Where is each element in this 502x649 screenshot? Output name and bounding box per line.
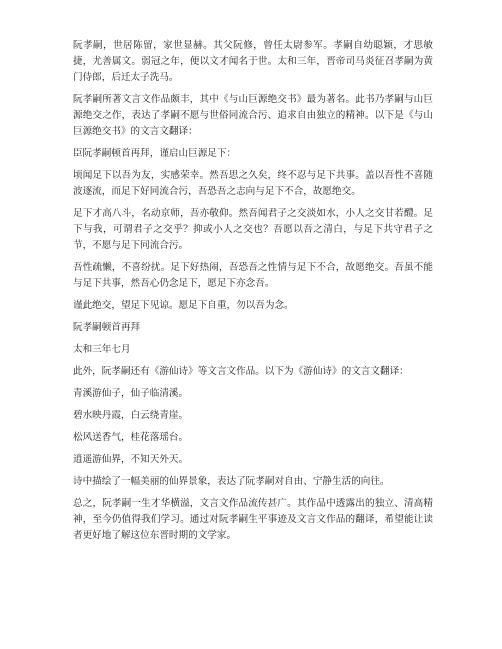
letter-closing: 谨此绝交，望足下见谅。愿足下自重，勿以吾为念。 — [73, 300, 294, 311]
poem-line: 松风送香气，桂花落瑶台。 — [73, 432, 189, 443]
letter-salutation: 臣阮孝嗣顿首再拜，谨启山巨源足下： — [73, 148, 237, 159]
paragraph-conclusion: 总之，阮孝嗣一生才华横溢，文言文作品流传甚广。其作品中透露出的独立、清高精神，至今仍值得我们学习。通过对阮孝嗣生平事迹及文言文作品的翻译，希望能让读者更好地了解这位东晋时期的文学家。 — [73, 498, 433, 541]
poem-line: 逍遥游仙界，不知天外天。 — [73, 454, 189, 465]
letter-paragraph: 足下才高八斗，名动京师，吾亦敬仰。然吾闻君子之交淡如水，小人之交甘若醴。足下与我，可谓君子之交乎？抑或小人之交也？吾愿以吾之清白，与足下共守君子之节，不愿与足下同流合污。 — [73, 208, 433, 251]
letter-signature: 阮孝嗣顿首再拜 — [73, 322, 141, 333]
paragraph-works-intro: 阮孝嗣所著文言文作品颇丰，其中《与山巨源绝交书》最为著名。此书乃孝嗣与山巨源绝交之作，表达了孝嗣不愿与世俗同流合污、追求自由独立的精神。以下是《与山巨源绝交书》的文言文翻译： — [73, 94, 433, 137]
document-body — [73, 38, 433, 550]
paragraph-poem-intro: 此外，阮孝嗣还有《游仙诗》等文言文作品。以下为《游仙诗》的文言文翻译： — [73, 366, 409, 377]
letter-date: 太和三年七月 — [73, 344, 131, 355]
letter-paragraph: 吾性疏懒，不喜纷扰。足下好热闹，吾恐吾之性情与足下不合，故愿绝交。吾虽不能与足下共事，然吾心仍念足下，愿足下亦念吾。 — [73, 262, 433, 289]
paragraph-poem-comment: 诗中描绘了一幅美丽的仙界景象，表达了阮孝嗣对自由、宁静生活的向往。 — [73, 476, 390, 487]
poem-line: 碧水映丹霞，白云绕青崖。 — [73, 410, 189, 421]
poem-line: 青溪游仙子，仙子临清溪。 — [73, 388, 189, 399]
letter-paragraph: 顷闻足下以吾为友，实感荣幸。然吾思之久矣，终不忍与足下共事。盖以吾性不喜随波逐流，而足下好同流合污，吾恐吾之志向与足下不合，故愿绝交。 — [73, 170, 433, 197]
paragraph-biography: 阮孝嗣，世居陈留，家世显赫。其父阮修，曾任太尉参军。孝嗣自幼聪颖，才思敏捷，尤善属文。弱冠之年，便以文才闻名于世。太和三年，晋帝司马炎征召孝嗣为黄门侍郎，后迁太子洗马。 — [73, 40, 433, 83]
